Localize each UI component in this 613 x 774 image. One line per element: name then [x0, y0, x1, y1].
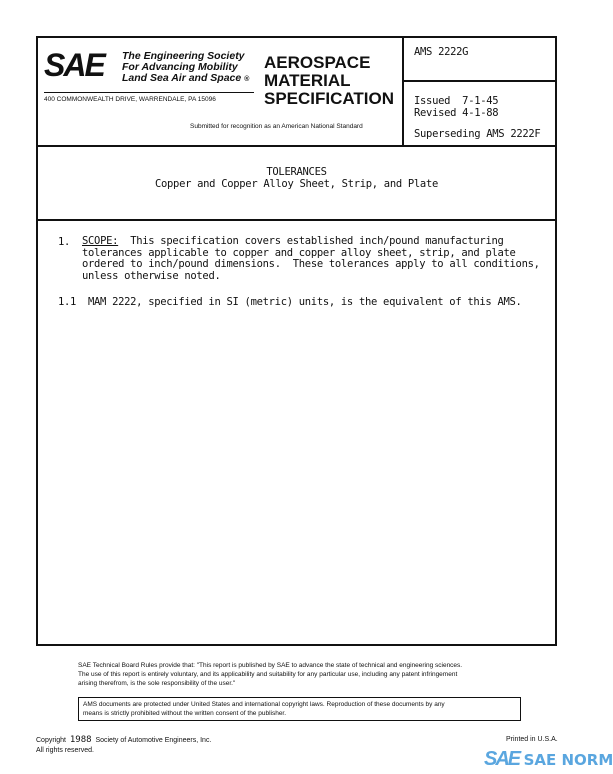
text-line: AMS documents are protected under United States and international copyright laws. Reproduction of these documents by any — [83, 701, 445, 708]
copyright-label: Copyright — [36, 737, 66, 744]
number-divider — [402, 80, 557, 82]
section-1-text — [82, 236, 540, 282]
sae-norm-watermark — [484, 748, 613, 772]
section-1-number: 1. — [58, 236, 71, 248]
rights-reserved: All rights reserved. — [36, 747, 94, 754]
revised-date: Revised 4-1-88 — [414, 107, 499, 119]
text-line: tolerances applicable to copper and copper alloy sheet, strip, and plate — [82, 246, 516, 259]
sae-tagline — [122, 51, 249, 85]
title-line: Copper and Copper Alloy Sheet, Strip, and Plate — [154, 178, 438, 190]
text-line: SAE Technical Board Rules provide that: "This report is published by SAE to advance the state of technical and engineering sciences. — [78, 662, 463, 669]
registered-mark: ® — [244, 76, 250, 83]
superseding: Superseding AMS 2222F — [414, 128, 541, 140]
tagline-text: Land Sea Air and Space — [122, 72, 242, 84]
tagline-line: The Engineering Society — [122, 50, 245, 62]
copyright-row — [36, 735, 211, 746]
watermark-text: SAE NORM — [523, 751, 613, 769]
title-bottom-rule — [36, 219, 557, 221]
issued-date: Issued 7-1-45 — [414, 95, 499, 107]
copyright-line — [36, 735, 211, 756]
copyright-owner: Society of Automotive Engineers, Inc. — [95, 737, 212, 744]
header-bottom-rule — [36, 145, 557, 147]
title-line: TOLERANCES — [266, 166, 327, 178]
sae-logo: SAE — [44, 47, 104, 83]
copyright-notice-box — [78, 697, 521, 721]
document-title — [36, 166, 557, 190]
doc-number: AMS 2222G — [414, 46, 469, 58]
address: 400 COMMONWEALTH DRIVE, WARRENDALE, PA 15096 — [44, 96, 216, 103]
text-line: unless otherwise noted. — [82, 269, 221, 282]
printed-in: Printed in U.S.A. — [506, 736, 558, 743]
text-line: means is strictly prohibited without the written consent of the publisher. — [83, 710, 287, 717]
copyright-year: 1988 — [69, 735, 92, 745]
section-1-1-number: 1.1 — [58, 296, 77, 308]
tagline-line — [122, 73, 249, 85]
doc-type-line: MATERIAL — [264, 71, 351, 90]
submitted-note: Submitted for recognition as an American National Standard — [190, 123, 363, 130]
text-line: The use of this report is entirely voluntary, and its applicability and suitability for any particular use, including any patent infringement — [78, 671, 458, 678]
doc-type-line: AEROSPACE — [264, 53, 371, 72]
text-line: arising therefrom, is the sole responsibility of the user." — [78, 680, 236, 687]
text-line: ordered to inch/pound dimensions. These tolerances apply to all conditions, — [82, 258, 540, 270]
watermark-logo: SAE — [484, 748, 520, 770]
section-1-1-text: MAM 2222, specified in SI (metric) units, is the equivalent of this AMS. — [88, 296, 522, 308]
doc-type-line: SPECIFICATION — [264, 89, 395, 108]
text-line — [82, 236, 540, 248]
technical-board-rules — [78, 661, 462, 688]
header-divider — [402, 36, 404, 146]
tagline-line: For Advancing Mobility — [122, 61, 238, 73]
document-type — [264, 54, 394, 108]
scope-heading: SCOPE: — [82, 235, 119, 247]
address-rule — [44, 92, 254, 93]
text-line-part: This specification covers established inch/pound manufacturing — [130, 235, 504, 247]
